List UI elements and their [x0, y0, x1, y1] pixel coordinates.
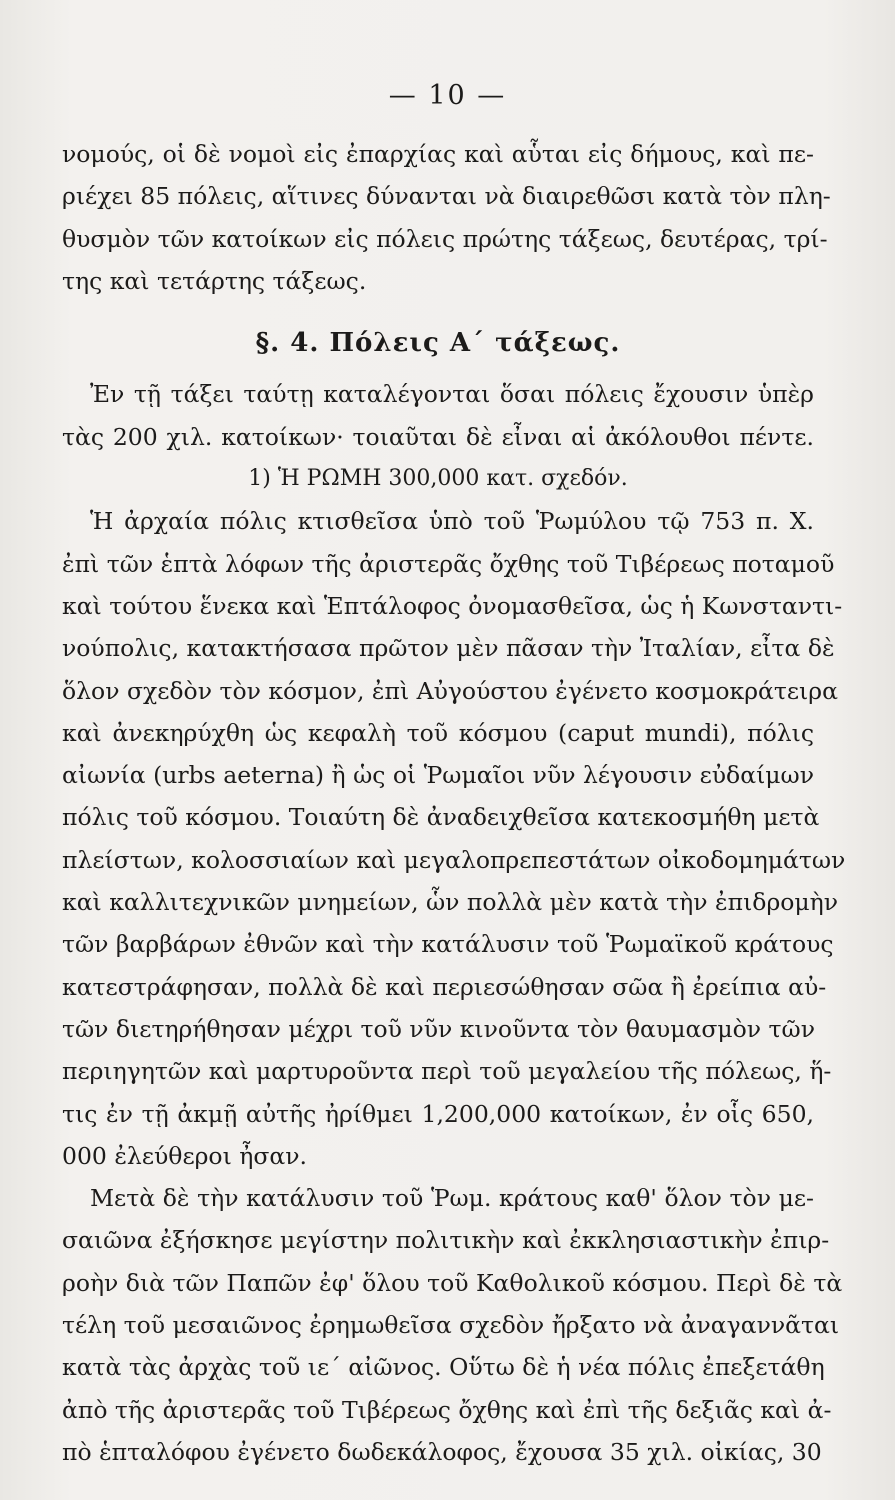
text-line: καὶ καλλιτεχνικῶν μνημείων, ὧν πολλὰ μὲν κατὰ τὴν ἐπιδρομὴν — [62, 888, 839, 917]
text-line: ἀπὸ τῆς ἀριστερᾶς τοῦ Τιβέρεως ὄχθης καὶ ἐπὶ τῆς δεξιᾶς καὶ ἀ- — [62, 1395, 832, 1424]
text-line: 000 ἐλεύθεροι ἦσαν. — [62, 1141, 308, 1170]
text-line: Ἐν τῇ τάξει ταύτῃ καταλέγονται ὅσαι πόλεις ἔχουσιν ὑπὲρ — [90, 380, 814, 409]
section-heading: §. 4. Πόλεις Α΄ τάξεως. — [255, 328, 621, 359]
page-number: — 10 — — [388, 80, 507, 111]
text-line: νούπολις, κατακτήσασα πρῶτον μὲν πᾶσαν τὴν Ἰταλίαν, εἶτα δὲ — [62, 634, 835, 663]
text-line: ριέχει 85 πόλεις, αἵτινες δύνανται νὰ διαιρεθῶσι κατὰ τὸν πλη- — [62, 182, 831, 211]
text-line: κατεστράφησαν, πολλὰ δὲ καὶ περιεσώθησαν σῶα ἢ ἐρείπια αὐ- — [62, 972, 827, 1001]
text-line: ροὴν διὰ τῶν Παπῶν ἐφ' ὅλου τοῦ Καθολικοῦ κόσμου. Περὶ δὲ τὰ — [62, 1268, 843, 1297]
text-line: πόλις τοῦ κόσμου. Τοιαύτη δὲ ἀναδειχθεῖσα κατεκοσμήθη μετὰ — [62, 803, 820, 832]
text-line: πλείστων, κολοσσιαίων καὶ μεγαλοπρεπεστάτων οἰκοδομημάτων — [62, 845, 846, 874]
text-line: τῶν βαρβάρων ἐθνῶν καὶ τὴν κατάλυσιν τοῦ Ῥωμαϊκοῦ κράτους — [62, 930, 834, 959]
text-line: της καὶ τετάρτης τάξεως. — [62, 266, 367, 295]
text-line: περιηγητῶν καὶ μαρτυροῦντα περὶ τοῦ μεγαλείου τῆς πόλεως, ἥ- — [62, 1057, 832, 1086]
text-line: ἐπὶ τῶν ἑπτὰ λόφων τῆς ἀριστερᾶς ὄχθης τοῦ Τιβέρεως ποταμοῦ — [62, 549, 835, 578]
text-line: καὶ τούτου ἕνεκα καὶ Ἑπτάλοφος ὀνομασθεῖσα, ὡς ἡ Κωνσταντι- — [62, 591, 843, 620]
text-line: νομούς, οἱ δὲ νομοὶ εἰς ἐπαρχίας καὶ αὗται εἰς δήμους, καὶ πε- — [62, 140, 814, 168]
text-line: τις ἐν τῇ ἀκμῇ αὐτῆς ἠρίθμει 1,200,000 κατοίκων, ἐν οἷς 650, — [62, 1099, 814, 1128]
text-line: κατὰ τὰς ἀρχὰς τοῦ ιε΄ αἰῶνος. Οὕτω δὲ ἡ νέα πόλις ἐπεξετάθη — [62, 1353, 825, 1382]
text-line: τέλη τοῦ μεσαιῶνος ἐρημωθεῖσα σχεδὸν ἤρξατο νὰ ἀναγαννᾶται — [62, 1311, 840, 1340]
text-line: αἰωνία (urbs aeterna) ἢ ὡς οἱ Ῥωμαῖοι νῦν λέγουσιν εὐδαίμων — [62, 761, 814, 790]
text-line: τῶν διετηρήθησαν μέχρι τοῦ νῦν κινοῦντα τὸν θαυμασμὸν τῶν — [62, 1014, 816, 1043]
page-text — [62, 133, 846, 1473]
text-line: ὅλον σχεδὸν τὸν κόσμον, ἐπὶ Αὐγούστου ἐγένετο κοσμοκράτειρα — [62, 676, 838, 705]
text-line: πὸ ἑπταλόφου ἐγένετο δωδεκάλοφος, ἔχουσα 35 χιλ. οἰκίας, 30 — [62, 1437, 822, 1466]
text-line: σαιῶνα ἐξήσκησε μεγίστην πολιτικὴν καὶ ἐκκλησιαστικὴν ἐπιρ- — [62, 1226, 830, 1255]
subheading: 1) Ἡ ΡΩΜΗ 300,000 κατ. σχεδόν. — [248, 466, 628, 492]
text-line: καὶ ἀνεκηρύχθη ὡς κεφαλὴ τοῦ κόσμου (caput mundi), πόλις — [62, 718, 814, 747]
text-line: τὰς 200 χιλ. κατοίκων· τοιαῦται δὲ εἶναι αἱ ἀκόλουθοι πέντε. — [62, 422, 814, 451]
text-line: Ἡ ἀρχαία πόλις κτισθεῖσα ὑπὸ τοῦ Ῥωμύλου τῷ 753 π. Χ. — [90, 507, 814, 536]
text-line: Μετὰ δὲ τὴν κατάλυσιν τοῦ Ῥωμ. κράτους καθ' ὅλον τὸν με- — [90, 1184, 814, 1213]
text-line: θυσμὸν τῶν κατοίκων εἰς πόλεις πρώτης τάξεως, δευτέρας, τρί- — [62, 224, 828, 253]
